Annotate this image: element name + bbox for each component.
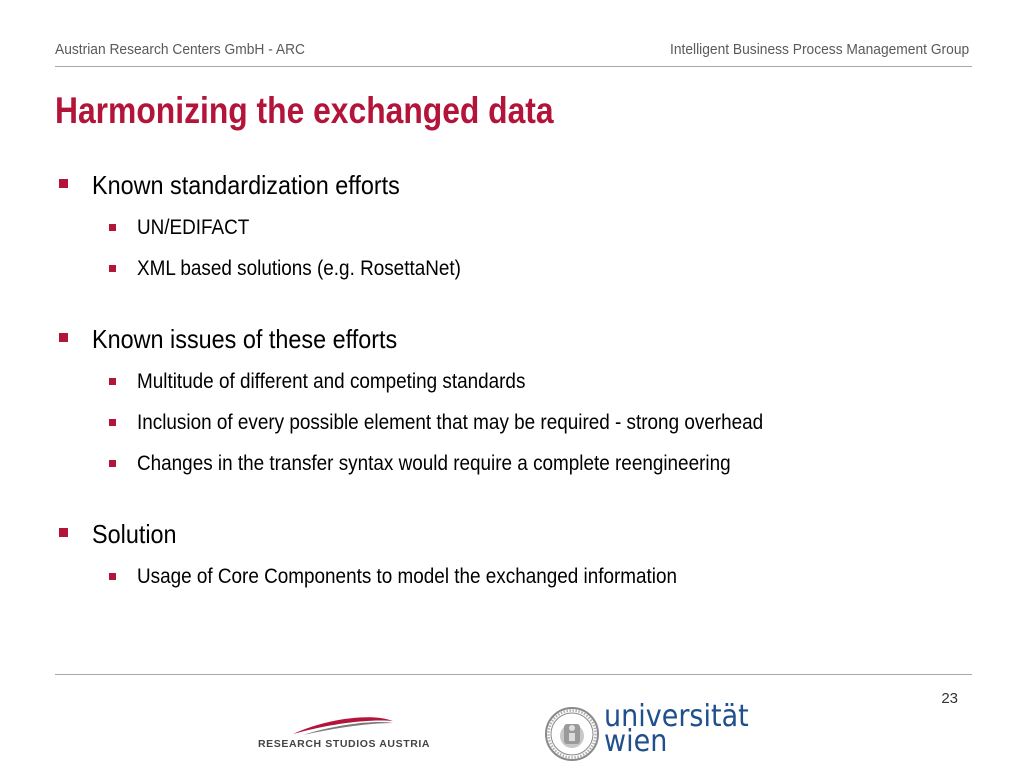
bullet-solution bbox=[57, 517, 957, 551]
square-bullet-icon bbox=[59, 333, 68, 342]
universitaet-wien-logo bbox=[544, 699, 749, 764]
sub-bullet-text: XML based solutions (e.g. RosettaNet) bbox=[137, 257, 461, 280]
square-bullet-icon bbox=[109, 224, 116, 231]
square-bullet-icon bbox=[59, 528, 68, 537]
header-divider bbox=[55, 66, 972, 67]
square-bullet-icon bbox=[109, 378, 116, 385]
sub-bullet bbox=[57, 213, 957, 243]
logo-wordmark bbox=[604, 699, 749, 759]
header-group: Intelligent Business Process Management Group bbox=[669, 41, 969, 58]
sub-bullet bbox=[57, 408, 957, 438]
square-bullet-icon bbox=[109, 419, 116, 426]
square-bullet-icon bbox=[59, 179, 68, 188]
sub-bullet-text: UN/EDIFACT bbox=[137, 216, 250, 239]
header-organization: Austrian Research Centers GmbH - ARC bbox=[55, 41, 306, 58]
sub-bullet-text: Usage of Core Components to model the exchanged information bbox=[137, 565, 678, 588]
university-seal-icon bbox=[544, 706, 600, 762]
bullet-text: Known standardization efforts bbox=[92, 170, 400, 200]
sub-bullet bbox=[57, 254, 957, 284]
sub-bullet-text: Multitude of different and competing standards bbox=[137, 370, 526, 393]
square-bullet-icon bbox=[109, 460, 116, 467]
sub-bullet-text: Changes in the transfer syntax would require a complete reengineering bbox=[137, 452, 731, 475]
logo-wordmark-line1: universität bbox=[604, 699, 749, 734]
bullet-standardization-efforts bbox=[57, 168, 957, 202]
square-bullet-icon bbox=[109, 573, 116, 580]
slide-title: Harmonizing the exchanged data bbox=[55, 90, 554, 131]
bullet-text: Known issues of these efforts bbox=[92, 324, 398, 354]
sub-bullet bbox=[57, 449, 957, 479]
bullet-text: Solution bbox=[92, 519, 177, 549]
slide-content bbox=[57, 168, 957, 592]
bullet-known-issues bbox=[57, 322, 957, 356]
square-bullet-icon bbox=[109, 265, 116, 272]
logo-text: RESEARCH STUDIOS AUSTRIA bbox=[258, 738, 431, 750]
sub-bullet-text: Inclusion of every possible element that may be required - strong overhead bbox=[137, 411, 764, 434]
research-studios-austria-logo bbox=[258, 714, 433, 754]
sub-bullet bbox=[57, 562, 957, 592]
page-number: 23 bbox=[941, 690, 958, 707]
sub-bullet bbox=[57, 367, 957, 397]
footer-divider bbox=[55, 674, 972, 675]
swoosh-icon bbox=[258, 714, 433, 736]
logo-wordmark-line2: wien bbox=[604, 724, 668, 759]
